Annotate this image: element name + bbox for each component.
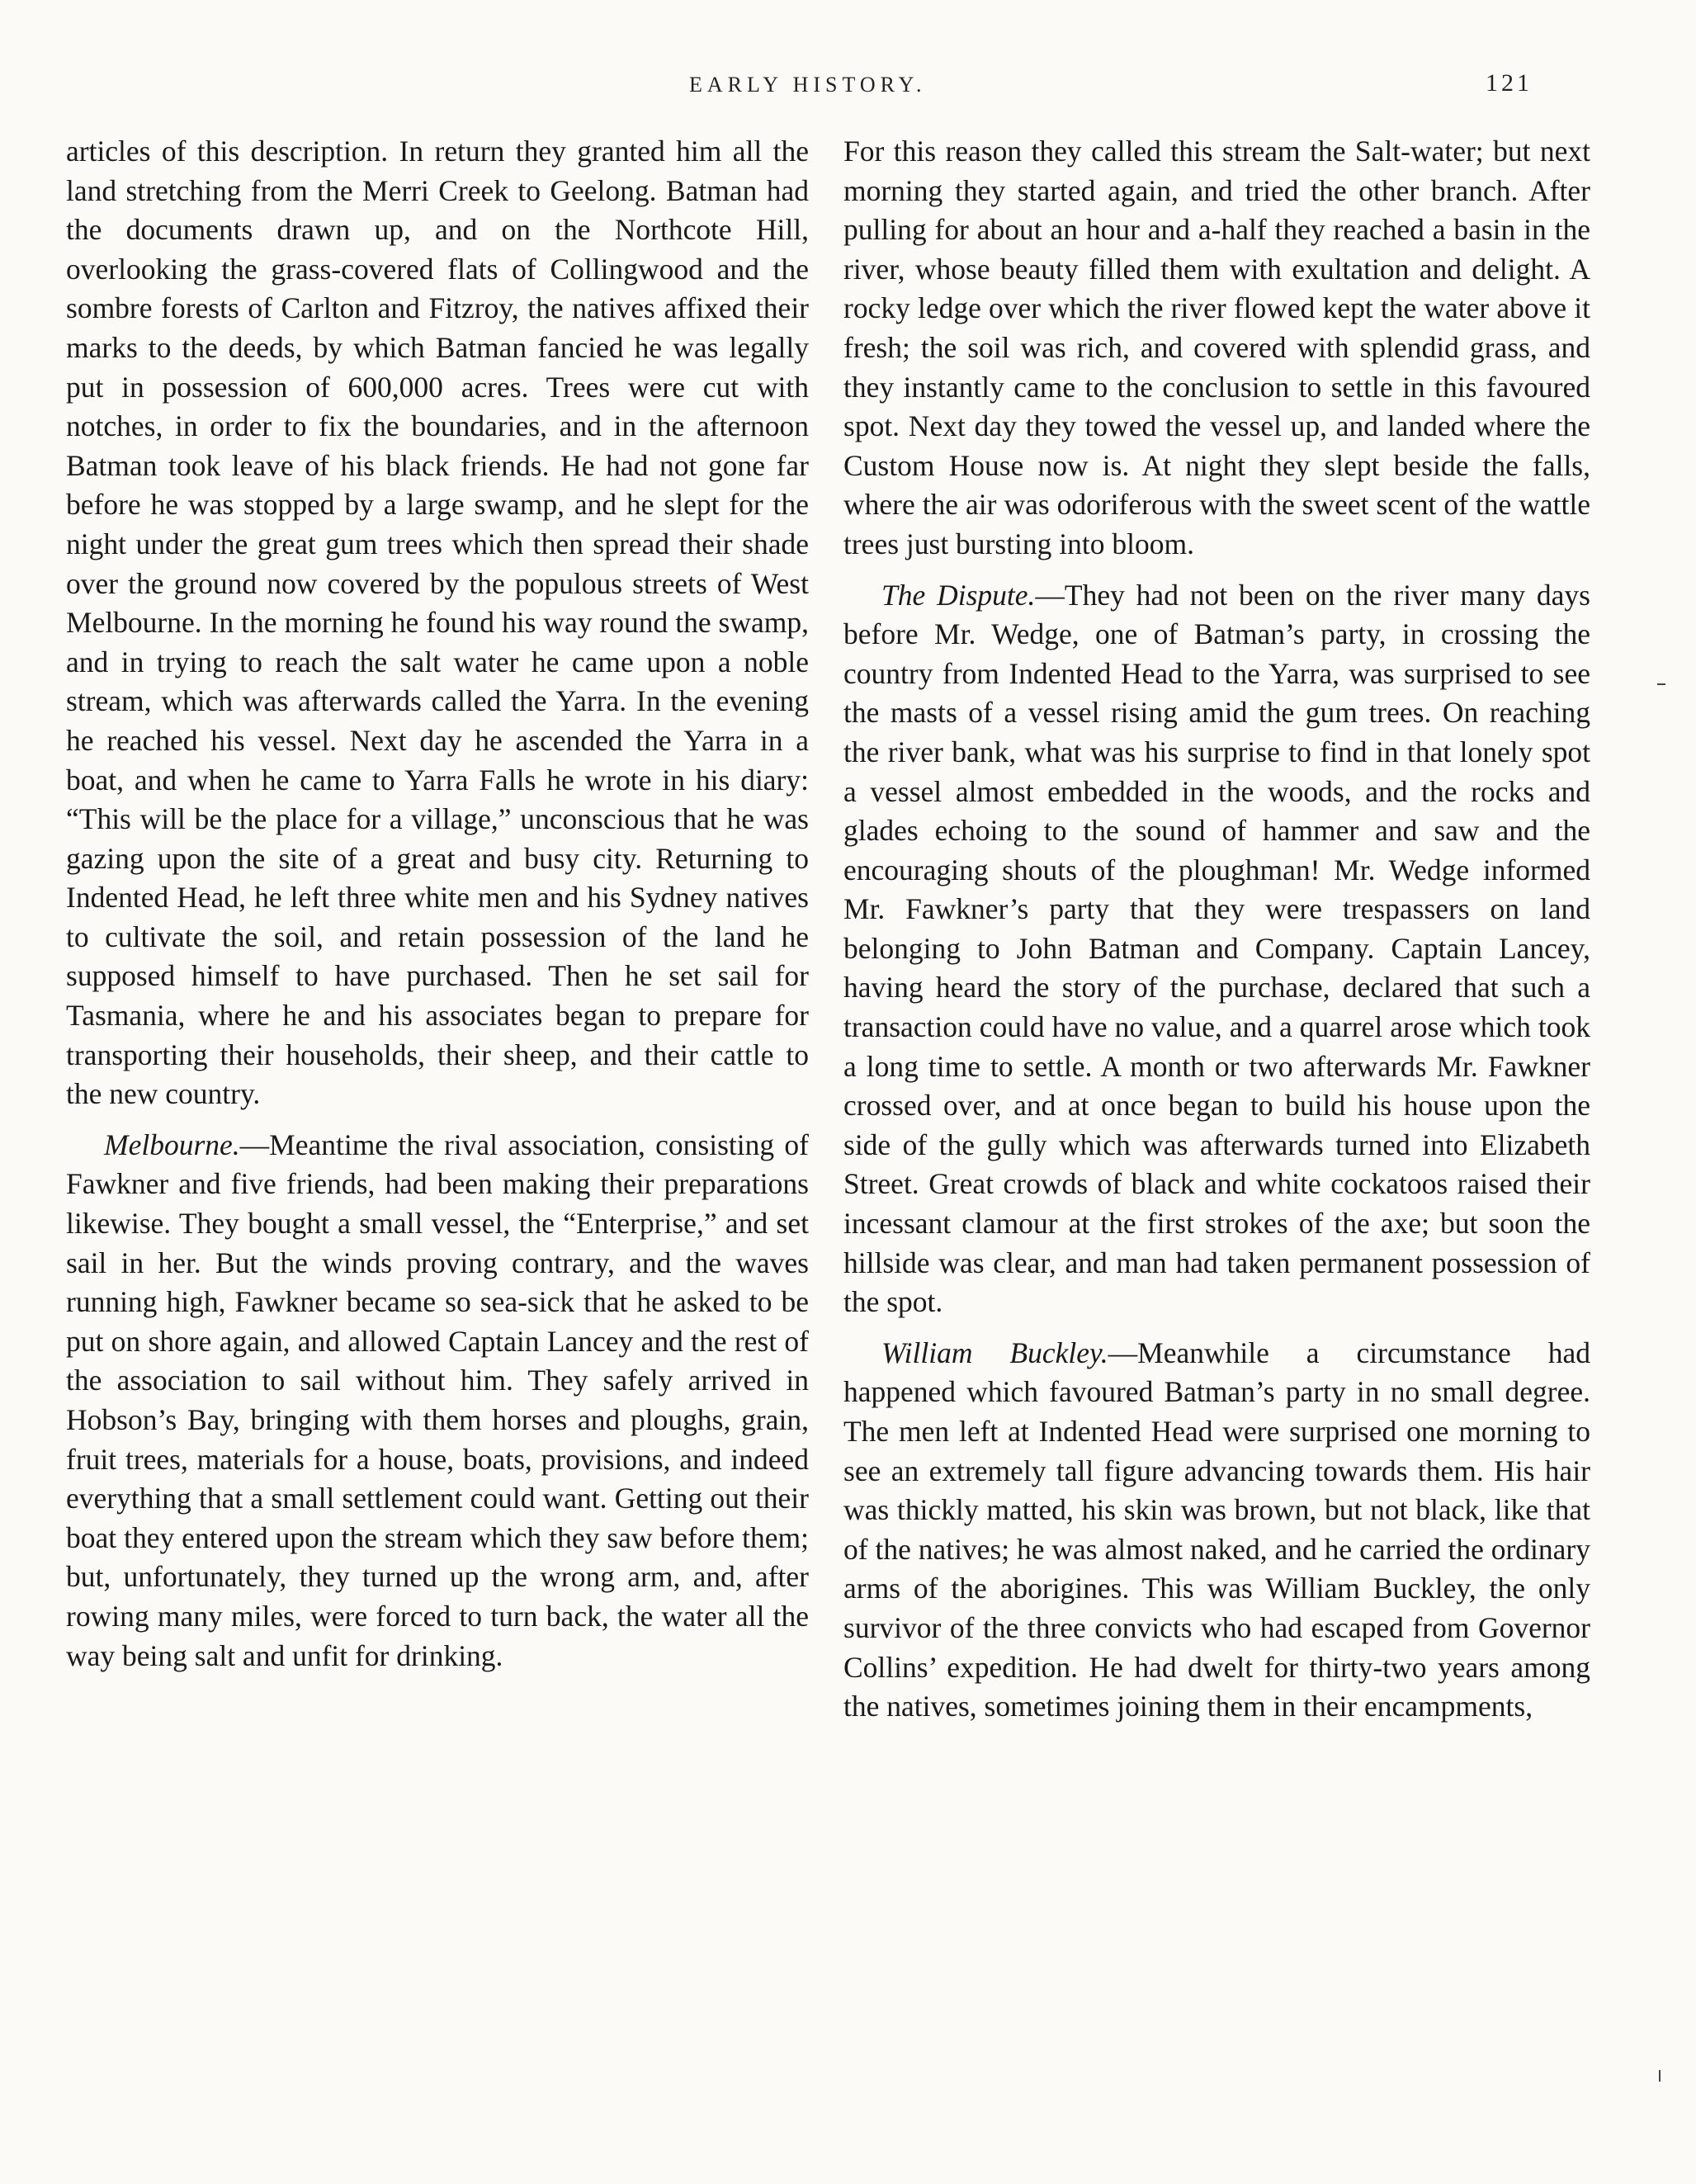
section-lead-william-buckley: William Buckley. <box>881 1335 1108 1369</box>
paragraph-continued <box>843 132 1590 565</box>
section-lead-melbourne: Melbourne. <box>104 1127 240 1161</box>
page-number: 121 <box>1486 69 1533 97</box>
left-column <box>66 132 809 1687</box>
running-head <box>0 69 1696 106</box>
paragraph-text: —Meanwhile a circumstance had happened which favoured Batman’s party in no small degree. The men left at Indented Head were surprised one morning to see an extremely tall figure advancing towards them. His hair was thickly matted, his skin was brown, but not black, like that of the natives; he was almost naked, and he carried the ordinary arms of the aborigines. This was William Buckley, the only survivor of the three convicts who had escaped from Governor Collins’ expedition. He had dwelt for thirty-two years among the natives, sometimes joining them in their encampments, <box>843 1335 1590 1723</box>
section-lead-the-dispute: The Dispute. <box>881 578 1036 612</box>
paragraph-text: articles of this description. In return they granted him all the land stretching from the Merri Creek to Geelong. Batman had the documents drawn up, and on the Northcote Hill, overlooking the grass-covered flats of Collingwood and the sombre forests of Carlton and Fitzroy, the natives affixed their marks to the deeds, by which Batman fancied he was legally put in possession of 600,000 acres. Trees were cut with notches, in order to fix the boundaries, and in the afternoon Batman took leave of his black friends. He had not gone far before he was stopped by a large swamp, and he slept for the night under the great gum trees which then spread their shade over the ground now covered by the populous streets of West Melbourne. In the morning he found his way round the swamp, and in trying to reach the salt water he came upon a noble stream, which was afterwards called the Yarra. In the evening he reached his vessel. Next day he ascended the Yarra in a boat, and when he came to Yarra Falls he wrote in his diary: “This will be the place for a village,” unconscious that he was gazing upon the site of a great and busy city. Returning to Indented Head, he left three white men and his Sydney natives to cultivate the soil, and retain possession of the land he supposed himself to have purchased. Then he set sail for Tasmania, where he and his associates began to prepare for transporting their households, their sheep, and their cattle to the new country. <box>66 135 809 1111</box>
scan-speck <box>1657 683 1665 685</box>
paragraph-william-buckley <box>843 1334 1590 1727</box>
paragraph-continued <box>66 132 809 1114</box>
running-title: EARLY HISTORY. <box>689 73 927 97</box>
paragraph-the-dispute <box>843 576 1590 1322</box>
right-column <box>843 132 1590 1738</box>
paragraph-text: For this reason they called this stream the Salt-water; but next morning they started again, and tried the other branch. After pulling for about an hour and a-half they reached a basin in the river, whose beauty filled them with exultation and delight. A rocky ledge over which the river flowed kept the water above it fresh; the soil was rich, and covered with splendid grass, and they instantly came to the conclusion to settle in this favoured spot. Next day they towed the vessel up, and landed where the Custom House now is. At night they slept beside the falls, where the air was odoriferous with the sweet scent of the wattle trees just bursting into bloom. <box>843 135 1590 560</box>
paragraph-text: —They had not been on the river many days before Mr. Wedge, one of Batman’s party, in crossing the country from Indented Head to the Yarra, was surprised to see the masts of a vessel rising amid the gum trees. On reaching the river bank, what was his surprise to find in that lonely spot a vessel almost embedded in the woods, and the rocks and glades echoing to the sound of hammer and saw and the encouraging shouts of the ploughman! Mr. Wedge informed Mr. Fawkner’s party that they were trespassers on land belonging to John Batman and Company. Captain Lancey, having heard the story of the purchase, declared that such a transaction could have no value, and a quarrel arose which took a long time to settle. A month or two afterwards Mr. Fawkner crossed over, and at once began to build his house upon the side of the gully which was afterwards turned into Elizabeth Street. Great crowds of black and white cockatoos raised their incessant clamour at the first strokes of the axe; but soon the hillside was clear, and man had taken permanent possession of the spot. <box>843 578 1590 1319</box>
paragraph-text: —Meantime the rival association, consisting of Fawkner and five friends, had been making their preparations likewise. They bought a small vessel, the “Enterprise,” and set sail in her. But the winds proving contrary, and the waves running high, Fawkner became so sea-sick that he asked to be put on shore again, and allowed Captain Lancey and the rest of the association to sail without him. They safely arrived in Hobson’s Bay, bringing with them horses and ploughs, grain, fruit trees, materials for a house, boats, provisions, and indeed everything that a small settlement could want. Getting out their boat they entered upon the stream which they saw before them; but, unfortunately, they turned up the wrong arm, and, after rowing many miles, were forced to turn back, the water all the way being salt and unfit for drinking. <box>66 1127 809 1672</box>
scan-speck <box>1659 2070 1661 2082</box>
paragraph-melbourne <box>66 1126 809 1676</box>
